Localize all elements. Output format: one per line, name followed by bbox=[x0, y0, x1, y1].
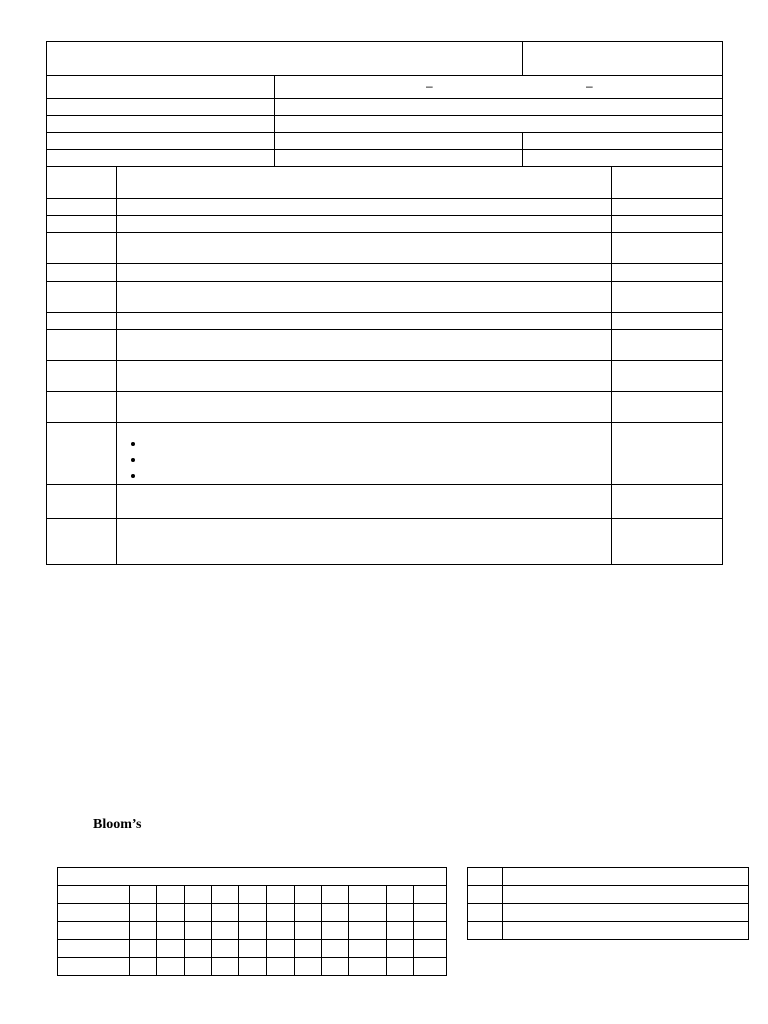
grid-cell bbox=[129, 922, 156, 940]
marks-cell bbox=[612, 216, 723, 233]
question-text-cell bbox=[117, 361, 612, 392]
grid-cell bbox=[321, 922, 348, 940]
row-label-cell bbox=[58, 922, 130, 940]
grid-cell bbox=[321, 904, 348, 922]
question-number-cell bbox=[47, 423, 117, 485]
table-row bbox=[58, 886, 447, 904]
grid-cell bbox=[156, 886, 184, 904]
legend-code-cell bbox=[468, 904, 503, 922]
grid-cell bbox=[294, 904, 321, 922]
legend-description-cell bbox=[503, 922, 749, 940]
question-number-cell bbox=[47, 361, 117, 392]
grid-cell bbox=[294, 886, 321, 904]
question-text-cell bbox=[117, 519, 612, 565]
table-row bbox=[47, 264, 723, 282]
table-row bbox=[468, 886, 749, 904]
marks-cell bbox=[612, 233, 723, 264]
question-table bbox=[46, 166, 723, 565]
table-row bbox=[58, 958, 447, 976]
grid-cell bbox=[156, 922, 184, 940]
blooms-title-row bbox=[58, 868, 447, 886]
grid-cell bbox=[321, 940, 348, 958]
grid-cell bbox=[129, 958, 156, 976]
table-row bbox=[47, 216, 723, 233]
exam-code-cell bbox=[523, 42, 723, 76]
grid-cell bbox=[212, 940, 239, 958]
table-row bbox=[47, 282, 723, 313]
grid-cell bbox=[266, 958, 294, 976]
question-text-cell bbox=[117, 264, 612, 282]
question-number-cell bbox=[47, 519, 117, 565]
question-number-header bbox=[47, 167, 117, 199]
marks-cell bbox=[612, 282, 723, 313]
question-number-cell bbox=[47, 216, 117, 233]
question-number-cell bbox=[47, 233, 117, 264]
grid-cell bbox=[266, 940, 294, 958]
grid-cell bbox=[212, 886, 239, 904]
question-number-cell bbox=[47, 264, 117, 282]
header-value-cell bbox=[275, 133, 523, 150]
grid-cell bbox=[185, 904, 212, 922]
marks-cell bbox=[612, 313, 723, 330]
grid-cell bbox=[185, 922, 212, 940]
blooms-legend-table bbox=[467, 867, 749, 940]
question-number-cell bbox=[47, 282, 117, 313]
grid-cell bbox=[212, 904, 239, 922]
grid-cell bbox=[414, 886, 447, 904]
header-value-cell bbox=[523, 150, 723, 167]
grid-cell bbox=[185, 958, 212, 976]
legend-code-cell bbox=[468, 922, 503, 940]
marks-cell bbox=[612, 361, 723, 392]
table-row bbox=[468, 904, 749, 922]
row-label-cell bbox=[58, 958, 130, 976]
marks-cell bbox=[612, 392, 723, 423]
grid-cell bbox=[212, 922, 239, 940]
header-label-cell bbox=[47, 133, 275, 150]
question-text-cell bbox=[117, 199, 612, 216]
legend-code-cell bbox=[468, 886, 503, 904]
grid-cell bbox=[387, 886, 414, 904]
header-label-cell bbox=[47, 150, 275, 167]
legend-code-cell bbox=[468, 868, 503, 886]
bullet-item bbox=[145, 435, 611, 451]
grid-cell bbox=[349, 922, 387, 940]
grid-cell bbox=[321, 958, 348, 976]
question-text-cell bbox=[117, 330, 612, 361]
marks-cell bbox=[612, 485, 723, 519]
table-row bbox=[47, 330, 723, 361]
grid-cell bbox=[294, 958, 321, 976]
grid-cell bbox=[156, 940, 184, 958]
grid-cell bbox=[239, 940, 266, 958]
grid-cell bbox=[349, 958, 387, 976]
exam-header-table bbox=[46, 41, 723, 167]
range-dash-2: – bbox=[586, 79, 593, 93]
question-text-cell bbox=[117, 282, 612, 313]
table-row bbox=[47, 233, 723, 264]
header-value-cell bbox=[275, 150, 523, 167]
table-row bbox=[47, 313, 723, 330]
grid-cell bbox=[239, 886, 266, 904]
table-row bbox=[58, 922, 447, 940]
header-value-cell bbox=[523, 133, 723, 150]
marks-header bbox=[612, 167, 723, 199]
grid-cell bbox=[185, 886, 212, 904]
marks-cell bbox=[612, 423, 723, 485]
grid-cell bbox=[239, 922, 266, 940]
grid-cell bbox=[266, 922, 294, 940]
grid-cell bbox=[129, 886, 156, 904]
grid-cell bbox=[129, 904, 156, 922]
grid-cell bbox=[266, 886, 294, 904]
question-header-row bbox=[47, 167, 723, 199]
question-number-cell bbox=[47, 313, 117, 330]
blooms-heading: Bloom’s bbox=[93, 817, 142, 832]
header-value-cell bbox=[275, 116, 723, 133]
header-value-cell bbox=[275, 76, 723, 99]
range-dash-1: – bbox=[426, 79, 433, 93]
grid-cell bbox=[387, 940, 414, 958]
grid-cell bbox=[414, 940, 447, 958]
legend-description-cell bbox=[503, 886, 749, 904]
table-row bbox=[47, 485, 723, 519]
grid-cell bbox=[349, 886, 387, 904]
grid-cell bbox=[387, 958, 414, 976]
institution-title-cell bbox=[47, 42, 523, 76]
question-text-cell bbox=[117, 216, 612, 233]
legend-description-cell bbox=[503, 868, 749, 886]
marks-cell bbox=[612, 199, 723, 216]
marks-cell bbox=[612, 330, 723, 361]
table-row bbox=[47, 392, 723, 423]
grid-cell bbox=[129, 940, 156, 958]
table-row bbox=[47, 199, 723, 216]
header-label-cell bbox=[47, 116, 275, 133]
header-label-cell bbox=[47, 76, 275, 99]
question-text-cell bbox=[117, 233, 612, 264]
table-row bbox=[58, 904, 447, 922]
blooms-title-cell bbox=[58, 868, 447, 886]
question-text-cell bbox=[117, 313, 612, 330]
grid-cell bbox=[349, 940, 387, 958]
grid-cell bbox=[294, 922, 321, 940]
question-text-cell bbox=[117, 485, 612, 519]
marks-cell bbox=[612, 264, 723, 282]
grid-cell bbox=[414, 922, 447, 940]
grid-cell bbox=[414, 958, 447, 976]
question-text-cell bbox=[117, 392, 612, 423]
question-text-header bbox=[117, 167, 612, 199]
question-number-cell bbox=[47, 199, 117, 216]
blooms-distribution-table bbox=[57, 867, 447, 976]
header-value-cell bbox=[275, 99, 723, 116]
question-number-cell bbox=[47, 392, 117, 423]
legend-description-cell bbox=[503, 904, 749, 922]
grid-cell bbox=[156, 904, 184, 922]
grid-cell bbox=[239, 958, 266, 976]
table-row bbox=[468, 868, 749, 886]
table-row bbox=[468, 922, 749, 940]
grid-cell bbox=[294, 940, 321, 958]
grid-cell bbox=[414, 904, 447, 922]
grid-cell bbox=[266, 904, 294, 922]
question-number-cell bbox=[47, 330, 117, 361]
row-label-cell bbox=[58, 886, 130, 904]
table-row bbox=[47, 361, 723, 392]
question-number-cell bbox=[47, 485, 117, 519]
grid-cell bbox=[387, 922, 414, 940]
row-label-cell bbox=[58, 904, 130, 922]
bullet-item bbox=[145, 467, 611, 483]
grid-cell bbox=[212, 958, 239, 976]
bullet-item bbox=[145, 451, 611, 467]
header-label-cell bbox=[47, 99, 275, 116]
table-row bbox=[47, 423, 723, 485]
table-row bbox=[58, 940, 447, 958]
grid-cell bbox=[239, 904, 266, 922]
grid-cell bbox=[321, 886, 348, 904]
grid-cell bbox=[387, 904, 414, 922]
grid-cell bbox=[185, 940, 212, 958]
table-row bbox=[47, 519, 723, 565]
bullet-list bbox=[117, 435, 611, 483]
question-text-cell bbox=[117, 423, 612, 485]
grid-cell bbox=[349, 904, 387, 922]
marks-cell bbox=[612, 519, 723, 565]
grid-cell bbox=[156, 958, 184, 976]
row-label-cell bbox=[58, 940, 130, 958]
